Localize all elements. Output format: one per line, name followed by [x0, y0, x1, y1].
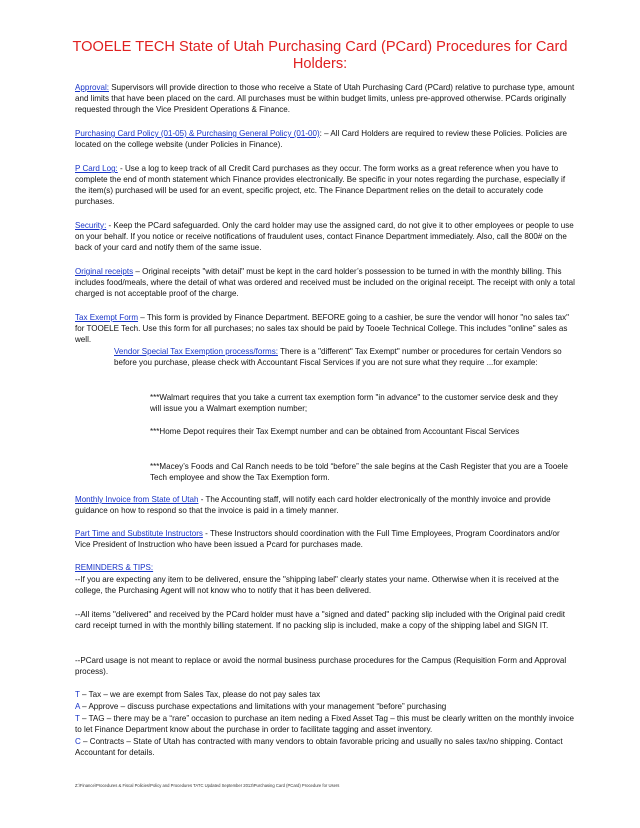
original-receipts-link[interactable]: Original receipts	[75, 267, 134, 276]
purchasing-policy-link[interactable]: Purchasing Card Policy (01-05) & Purchasing General Policy (01-00)	[75, 129, 320, 138]
tact-item-tag: T – TAG – there may be a “rare” occasion to purchase an item neding a Fixed Asset Tag – this must be clearly written on the monthly invoice to let Finance Department know about the purchase in order to facilitate tagging and asset inventory.	[75, 714, 575, 734]
section-tax-exempt-form: Tax Exempt Form – This form is provided by Finance Department. BEFORE going to a cashier, be sure the vendor will honor "no sales tax" for TOOELE Tech. Use this form for all purchases; no sales tax should be paid by Tooele Technical College. This includes "online" sales as well.	[75, 313, 569, 344]
tact-item-approve: A – Approve – discuss purchase expectations and limitations with your management “before” purchasing	[75, 702, 447, 711]
section-approval: Approval: Supervisors will provide direction to those who receive a State of Utah Purchasing Card (PCard) relative to purchase type, amount and limits that have been placed on the card. All purchases must be within budget limits, unless pre-approved otherwise. PCards originally requested through the Vice President Operations & Finance.	[75, 83, 575, 114]
example-maceys: ***Macey’s Foods and Cal Ranch needs to be told “before” the sale begins at the Cash Register that you are a Tooele Tech employee and show the Tax Exemption form.	[150, 462, 568, 482]
tax-exempt-form-link[interactable]: Tax Exempt Form	[75, 313, 139, 322]
section-pcard-log: P Card Log: - Use a log to keep track of all Credit Card purchases as they occur. The form works as a great reference when you have to complete the end of month statement which Finance provides electronically. Be specific in your notes regarding the purchase, especially if the item(s) purchased will be used for an event, specific project, etc. The Finance Department relies on the detail to accurately code purchases.	[75, 164, 566, 206]
approval-link[interactable]: Approval:	[75, 83, 109, 92]
section-original-receipts: Original receipts – Original receipts "with detail" must be kept in the card holder’s possession to be turned in with the monthly billing. This includes food/meals, where the detail of what was ordered and received must be included on the original receipt. The receipt with only a total charged is not acceptable proof of the charge.	[75, 267, 575, 298]
section-vendor-special: Vendor Special Tax Exemption process/forms: There is a "different" Tax Exempt" number or procedures for certain Vendors so before you purchase, please check with Accountant Fiscal Services if you are not sure what they require ...for example:	[114, 347, 562, 367]
reminder-item: --PCard usage is not meant to replace or avoid the normal business purchase procedures for the Campus (Requisition Form and Approval process).	[75, 656, 567, 676]
reminder-item: --All items "delivered" and received by the PCard holder must have a "signed and dated" packing slip included with the Original paid credit card receipt turned in with the monthly billing statement. If no packing slip is included, make a copy of the shipping label and SIGN IT.	[75, 610, 566, 630]
example-home-depot: ***Home Depot requires their Tax Exempt number and can be obtained from Accountant Fiscal Services	[150, 427, 520, 436]
section-purchasing-policy: Purchasing Card Policy (01-05) & Purchasing General Policy (01-00): – All Card Holders are required to review these Policies. Policies are located on the college website (under Policies in Finance).	[75, 129, 567, 149]
monthly-invoice-link[interactable]: Monthly Invoice from State of Utah	[75, 495, 199, 504]
page-title: TOOELE TECH State of Utah Purchasing Card (PCard) Procedures for Card Holders:	[72, 39, 568, 72]
example-walmart: ***Walmart requires that you take a current tax exemption form "in advance" to the customer service desk and they will issue you a Walmart exemption number;	[150, 393, 558, 413]
section-part-time-instructors: Part Time and Substitute Instructors - These Instructors should coordination with the Full Time Employees, Program Coordinators and/or Vice President of Instruction who have been issued a Pcard for purchases made.	[75, 529, 560, 549]
tact-item-contracts: C – Contracts – State of Utah has contracted with many vendors to obtain favorable pricing and usually no sales tax/no shipping. Contact Accountant for details.	[75, 737, 563, 757]
pcard-log-link[interactable]: P Card Log:	[75, 164, 118, 173]
reminder-item: --If you are expecting any item to be delivered, ensure the "shipping label" clearly states your name. Otherwise when it is received at the college, the Purchasing Agent will not know who to notify that it has been delivered.	[75, 575, 559, 595]
reminders-heading: REMINDERS & TIPS:	[75, 563, 154, 572]
file-path-footer: Z:\Finance\Procedures & Fiscal Policies\Policy and Procedures TATC Updated September 2013\Purchasing Card (PCard) Procedure for Users	[75, 783, 340, 788]
part-time-instructors-link[interactable]: Part Time and Substitute Instructors	[75, 529, 203, 538]
vendor-special-link[interactable]: Vendor Special Tax Exemption process/forms:	[114, 347, 278, 356]
tact-item-tax: T – Tax – we are exempt from Sales Tax, please do not pay sales tax	[75, 690, 321, 699]
section-monthly-invoice: Monthly Invoice from State of Utah - The Accounting staff, will notify each card holder electronically of the monthly invoice and provide guidance on how to respond so that the invoice is paid in a timely manner.	[75, 495, 551, 515]
section-security: Security: - Keep the PCard safeguarded. Only the card holder may use the assigned card, do not give it to other employees or people to use on your behalf. If you notice or receive notifications of fraudulent uses, contact Finance Department immediately. Also, call the 800# on the back of your card and notify them of the same issue.	[75, 221, 574, 252]
security-link[interactable]: Security:	[75, 221, 107, 230]
